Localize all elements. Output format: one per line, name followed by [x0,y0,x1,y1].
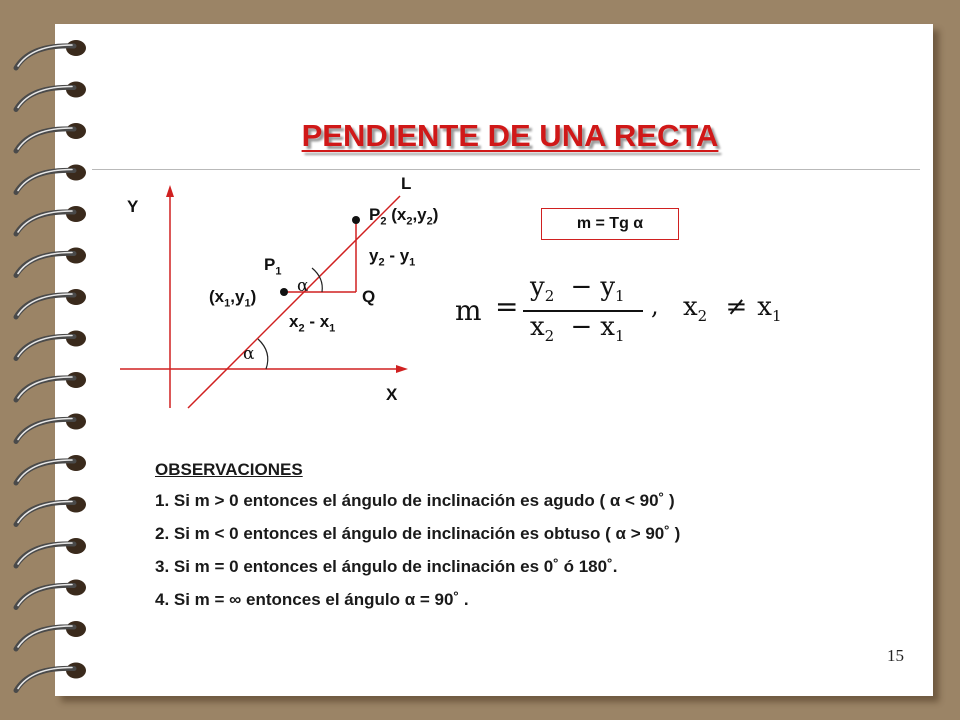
line-l-label: L [401,174,412,193]
eq-m: m [455,294,482,327]
y-axis-arrow [166,185,174,197]
page-number: 15 [887,646,904,665]
eq-comma: , [651,292,659,320]
point-p1 [280,288,288,296]
observation-item: 4. Si m = ∞ entonces el ángulo α = 90˚ . [155,590,469,609]
tangent-formula-box: m = Tg α [541,208,679,240]
alpha-bottom-label: α [243,344,255,364]
angle-arc-bottom [258,339,268,369]
alpha-top-label: α [297,276,309,296]
point-p2 [352,216,360,224]
run-label: $x_2 - x_1$ [289,312,336,335]
p1-coords: $(x_1,y_1)$ [209,287,257,310]
observations-section [155,460,680,622]
angle-arc-top [312,268,322,292]
eq-numerator: $y_2 - y_1$ [530,272,625,306]
axis-x-label: X [386,385,398,404]
page-title: PENDIENTE DE UNA RECTA [301,118,719,153]
eq-denominator: $x_2 - x_1$ [530,312,625,346]
axis-y-label: Y [127,197,139,216]
observation-item: 1. Si m > 0 entonces el ángulo de inclinación es agudo ( α < 90˚ ) [155,491,675,510]
p1-label: $P_1$ [264,255,282,278]
rise-label: $y_2 - y_1$ [369,246,416,269]
observation-item: 3. Si m = 0 entonces el ángulo de inclinación es 0˚ ó 180˚. [155,557,618,576]
slope-equation [455,272,805,352]
p2-label: $P_2$ $(x_2,y_2)$ [369,205,439,228]
eq-condition: $x_2 \ne x_1$ [683,292,782,326]
observation-item: 2. Si m < 0 entonces el ángulo de inclinación es obtuso ( α > 90˚ ) [155,524,681,543]
observations-heading: OBSERVACIONES [155,460,303,479]
x-axis-arrow [396,365,408,373]
eq-equals: = [495,290,519,323]
q-label: Q [362,287,376,306]
